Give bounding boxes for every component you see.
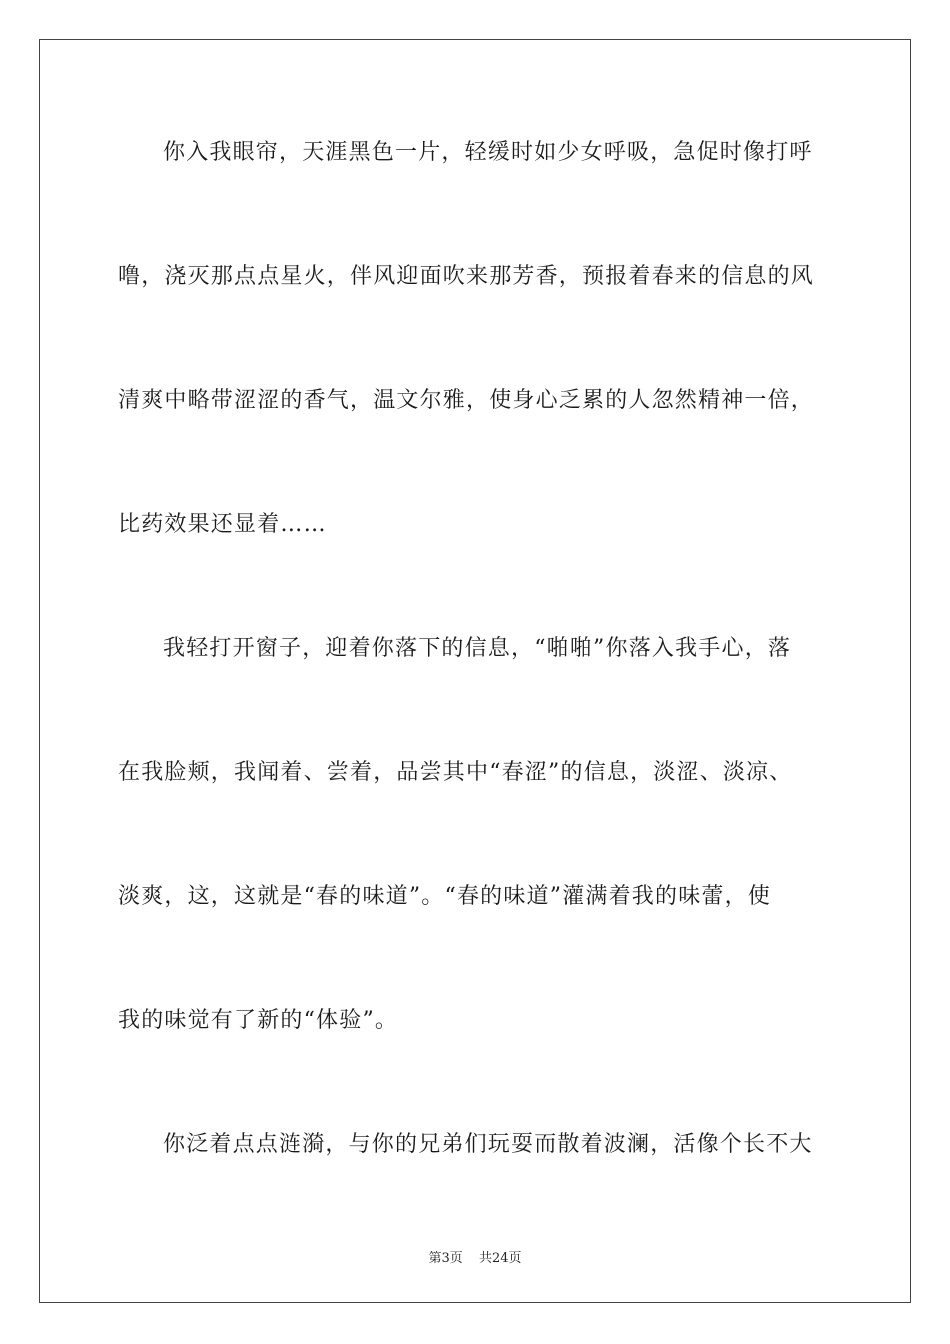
page-footer	[0, 1247, 950, 1266]
paragraph-line: 你泛着点点涟漪，与你的兄弟们玩耍而散着波澜，活像个长不大	[163, 1132, 813, 1157]
paragraph-line: 我轻打开窗子，迎着你落下的信息，“啪啪”你落入我手心，落	[163, 636, 792, 661]
paragraph-line: 我的味觉有了新的“体验”。	[118, 1008, 399, 1033]
paragraph-line: 在我脸颊，我闻着、尝着，品尝其中“春涩”的信息，淡涩、淡凉、	[118, 760, 793, 785]
page-total: 共24页	[478, 1251, 522, 1266]
paragraph-line: 噜，浇灭那点点星火，伴风迎面吹来那芳香，预报着春来的信息的风	[118, 264, 815, 289]
page-number: 第3页	[428, 1251, 463, 1266]
paragraph-line: 你入我眼帘，天涯黑色一片，轻缓时如少女呼吸，急促时像打呼	[163, 140, 813, 165]
page-border	[39, 39, 911, 1303]
paragraph-line: 清爽中略带涩涩的香气，温文尔雅，使身心乏累的人忽然精神一倍，	[118, 388, 815, 413]
paragraph-line: 比药效果还显着……	[118, 512, 327, 537]
paragraph-line: 淡爽，这，这就是“春的味道”。“春的味道”灌满着我的味蕾，使	[118, 884, 771, 909]
